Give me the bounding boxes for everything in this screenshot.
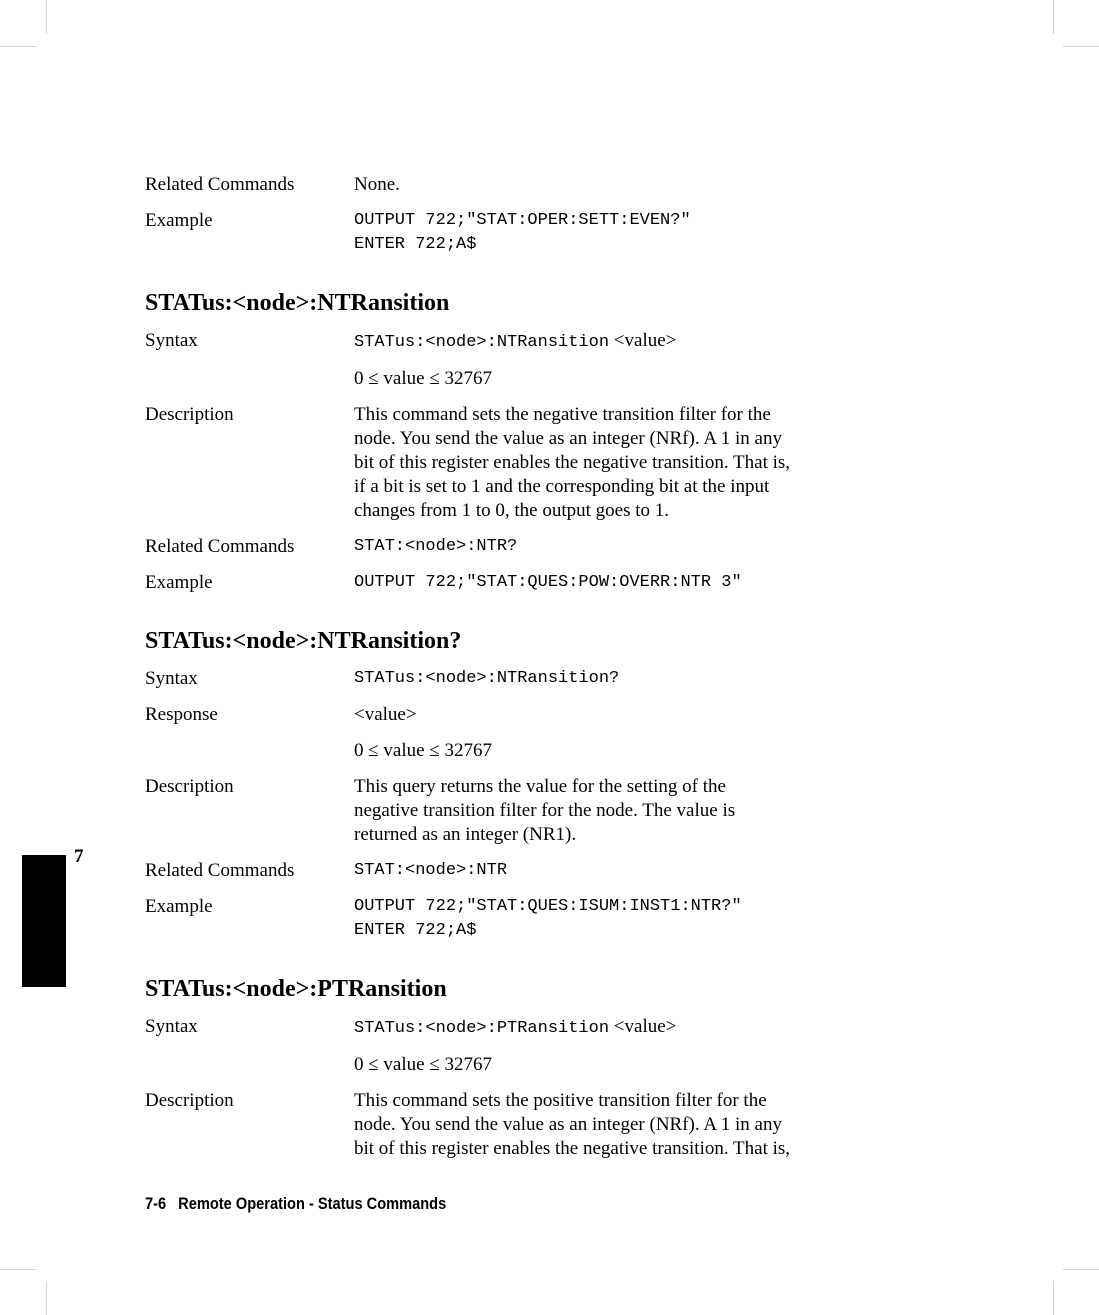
value-range: 0 ≤ value ≤ 32767 [354,1054,493,1075]
description-line: This command sets the negative transition filter for the [354,404,771,425]
syntax-row [145,667,945,691]
field-label: Response [145,704,218,725]
page-footer [145,1194,446,1214]
section-heading: STATus:<node>:PTRansition [145,976,447,1002]
crop-mark [46,1281,47,1315]
syntax-row [145,1015,945,1041]
field-label: Description [145,1090,234,1111]
field-value: None. [354,174,400,195]
example-code [354,209,945,257]
related-commands-row [145,859,945,883]
page-content [145,170,945,1161]
crop-mark [0,1269,36,1270]
description-line: changes from 1 to 0, the output goes to 1. [354,500,670,521]
field-label: Example [145,896,213,917]
crop-mark [1053,1281,1054,1315]
crop-mark [1063,46,1099,47]
footer-title: Remote Operation - Status Commands [178,1194,447,1213]
example-row [145,209,945,257]
code-line: ENTER 722;A$ [354,235,477,254]
description-text [354,775,945,847]
syntax-command: STATus:<node>:PTRansition [354,1019,610,1038]
response-value: <value> [354,704,417,725]
description-line: if a bit is set to 1 and the corresponding bit at the input [354,476,770,497]
page-number: 7-6 [145,1194,167,1213]
description-text [354,1089,945,1161]
description-text [354,403,945,523]
value-range: 0 ≤ value ≤ 32767 [354,368,493,389]
example-row [145,895,945,943]
section-heading: STATus:<node>:NTRansition [145,290,450,316]
description-line: node. You send the value as an integer (NRf). A 1 in any [354,428,782,449]
crop-mark [0,46,36,47]
code-line: ENTER 722;A$ [354,921,477,940]
description-row [145,1089,945,1161]
description-line: bit of this register enables the negative transition. That is, [354,1138,791,1159]
field-label: Example [145,210,213,231]
example-row [145,571,945,595]
code-line: OUTPUT 722;"STAT:OPER:SETT:EVEN?" [354,211,691,230]
range-row [145,1053,945,1077]
syntax-command: STATus:<node>:NTRansition [354,333,610,352]
field-label: Syntax [145,668,198,689]
code-line: OUTPUT 722;"STAT:QUES:POW:OVERR:NTR 3" [354,573,742,592]
chapter-number: 7 [74,846,84,867]
example-code [354,895,945,943]
related-commands-row [145,535,945,559]
section-heading: STATus:<node>:NTRansition? [145,628,462,654]
crop-mark [1063,1269,1099,1270]
syntax-parameter: <value> [613,1016,677,1037]
description-line: This command sets the positive transition filter for the [354,1090,767,1111]
field-label: Related Commands [145,860,295,881]
range-row [145,739,945,763]
crop-mark [46,0,47,34]
description-line: bit of this register enables the negative transition. That is, [354,452,791,473]
field-label: Related Commands [145,174,295,195]
chapter-tab [22,855,66,987]
field-label: Related Commands [145,536,295,557]
related-commands-row [145,173,945,197]
field-label: Description [145,776,234,797]
description-row [145,775,945,847]
field-label: Example [145,572,213,593]
range-row [145,367,945,391]
description-row [145,403,945,523]
description-line: returned as an integer (NR1). [354,824,577,845]
code-line: OUTPUT 722;"STAT:QUES:ISUM:INST1:NTR?" [354,897,742,916]
related-command: STAT:<node>:NTR [354,861,508,880]
related-command: STAT:<node>:NTR? [354,537,518,556]
example-code [354,571,945,595]
crop-mark [1053,0,1054,34]
value-range: 0 ≤ value ≤ 32767 [354,740,493,761]
description-line: This query returns the value for the setting of the [354,776,726,797]
syntax-row [145,329,945,355]
field-label: Description [145,404,234,425]
syntax-parameter: <value> [613,330,677,351]
syntax-command: STATus:<node>:NTRansition? [354,669,620,688]
field-label: Syntax [145,330,198,351]
description-line: node. You send the value as an integer (NRf). A 1 in any [354,1114,782,1135]
field-label: Syntax [145,1016,198,1037]
description-line: negative transition filter for the node. The value is [354,800,736,821]
response-row [145,703,945,727]
